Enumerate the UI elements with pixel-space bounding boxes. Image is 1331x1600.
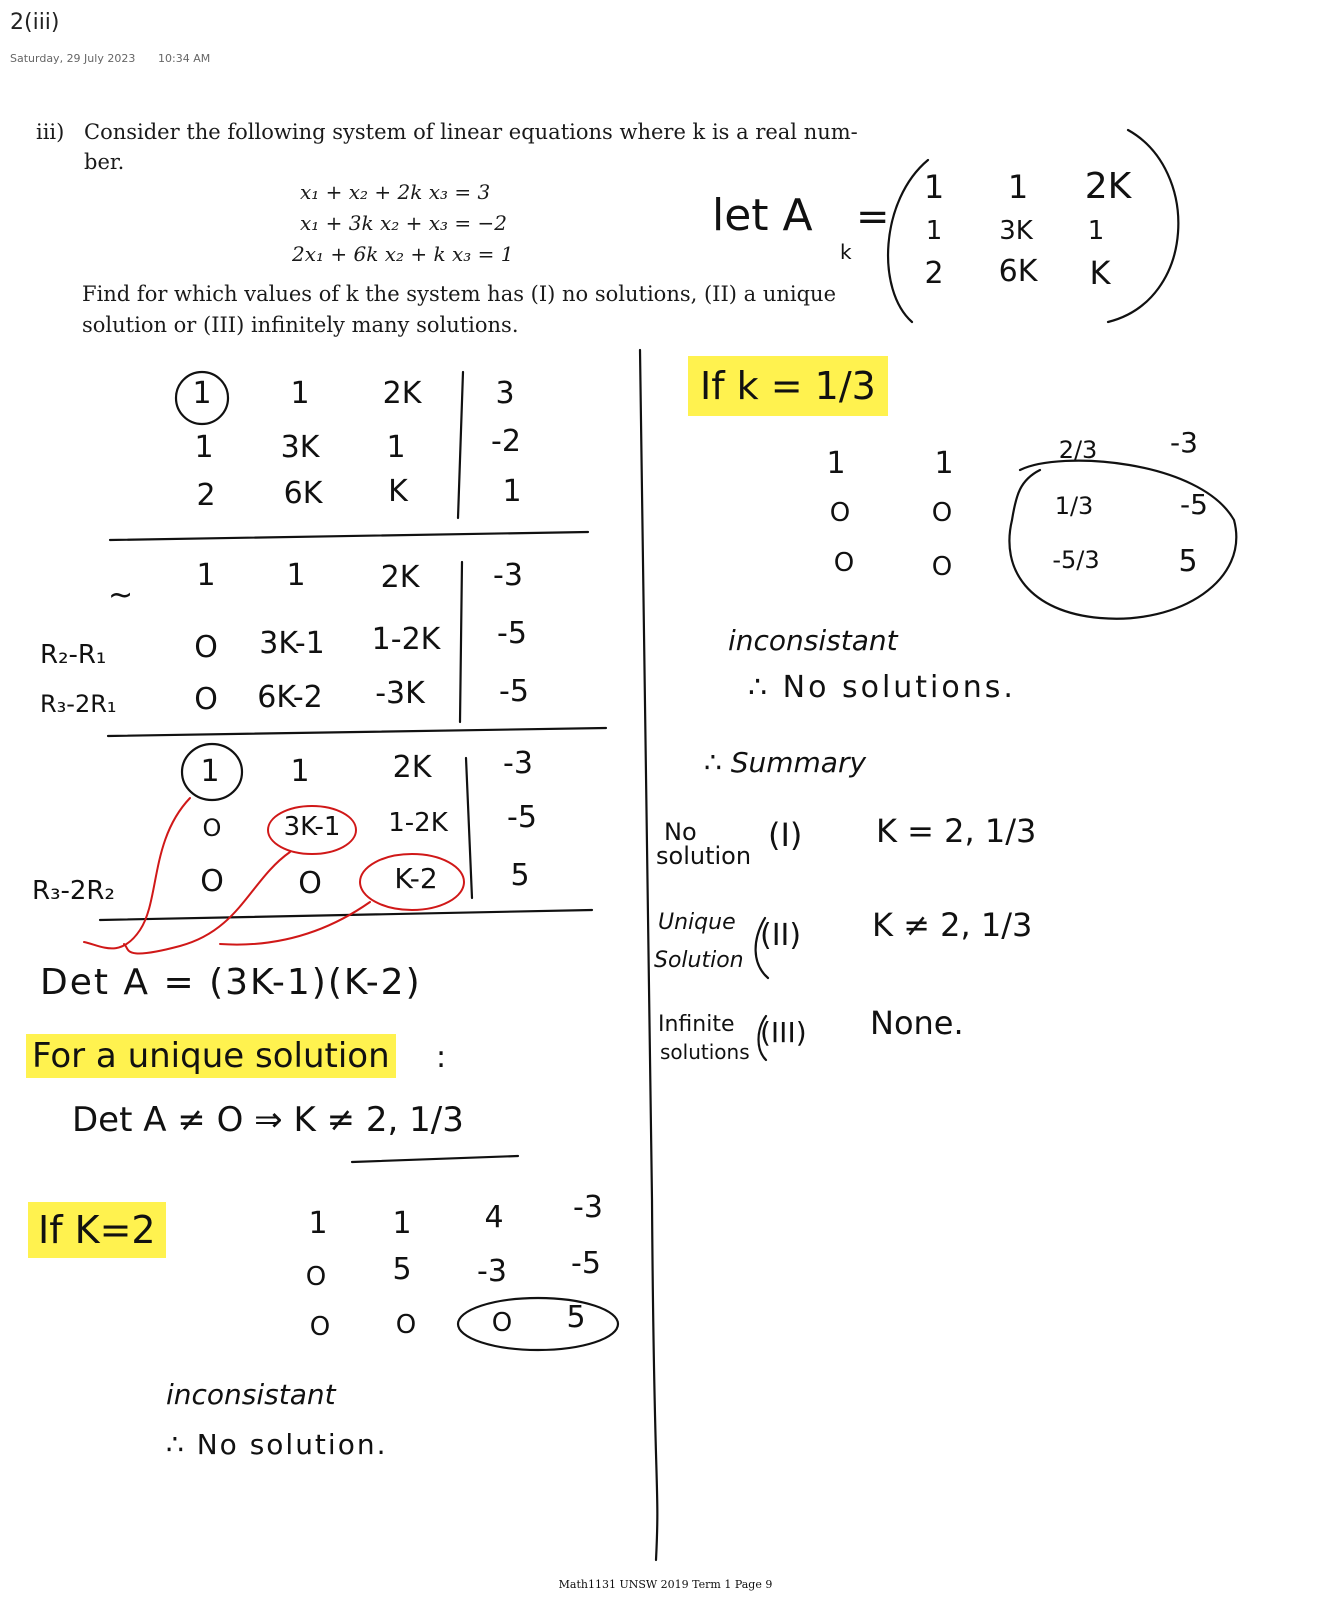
- aug1-cell: 2K: [382, 376, 422, 411]
- let-a-cell: 1: [1007, 168, 1029, 206]
- red-connector: [84, 798, 190, 948]
- k2-cell: 4: [484, 1200, 504, 1235]
- k13-cell: O: [829, 498, 851, 528]
- k2-cell: O: [491, 1308, 513, 1338]
- let-a-cell: 1: [925, 216, 943, 246]
- separator-line: [100, 910, 592, 920]
- aug1-cell: 3: [495, 376, 515, 411]
- aug3-cell: 5: [510, 858, 530, 893]
- k13-cell: 1: [826, 446, 846, 481]
- inconsistent-block-circle: [1009, 461, 1236, 619]
- row-op-label: R₃-2R₂: [32, 876, 115, 906]
- k2-cell: 1: [308, 1206, 328, 1241]
- aug3-cell: 2K: [392, 750, 432, 785]
- summary-numeral: (I): [768, 816, 803, 854]
- unique-heading-colon: :: [436, 1040, 447, 1075]
- k2-cell: -5: [571, 1246, 601, 1281]
- aug3-cell: O: [202, 814, 222, 842]
- let-a-label: let A: [712, 190, 813, 241]
- let-a-equals: =: [856, 194, 890, 240]
- k13-cell: -3: [1170, 426, 1198, 459]
- diagonal-circle-red: [268, 806, 356, 854]
- summary-label-top: Unique: [658, 910, 736, 935]
- let-a-cell: 2K: [1084, 166, 1132, 207]
- page-date: Saturday, 29 July 2023: [10, 52, 136, 65]
- k13-cell: 2/3: [1058, 436, 1098, 464]
- red-connector: [220, 902, 370, 945]
- question-line-2: solution or (III) infinitely many solutions.: [82, 313, 519, 337]
- separator-line: [108, 728, 606, 736]
- row-op-label: R₂-R₁: [40, 640, 107, 670]
- aug3-cell: 3K-1: [283, 812, 341, 842]
- matrix-left-paren: [888, 160, 928, 322]
- page-title: 2(iii): [10, 10, 60, 35]
- aug3-cell: -5: [507, 800, 537, 835]
- aug1-cell: 1: [502, 474, 522, 509]
- aug2-cell: O: [194, 682, 218, 717]
- k2-cell: 1: [392, 1206, 412, 1241]
- k13-cell: O: [931, 498, 953, 528]
- aug2-cell: 2K: [380, 560, 420, 595]
- aug1-cell: 6K: [283, 476, 323, 511]
- aug2-cell: -5: [499, 674, 529, 709]
- k2-cell: -3: [573, 1190, 603, 1225]
- case-k2-heading: If K=2: [28, 1202, 166, 1258]
- summary-label-top: Infinite: [658, 1012, 735, 1037]
- unique-implication: Det A ≠ O ⇒ K ≠ 2, 1/3: [72, 1100, 464, 1140]
- augment-bar: [458, 372, 463, 518]
- k13-cell: O: [833, 548, 855, 578]
- inconsistent-row-circle: [458, 1298, 618, 1350]
- aug3-cell: -3: [503, 746, 533, 781]
- let-a-subscript: k: [840, 240, 852, 264]
- aug1-cell: 1: [386, 430, 406, 465]
- underline: [352, 1156, 518, 1162]
- k2-cell: -3: [477, 1254, 507, 1289]
- k13-cell: 1/3: [1054, 492, 1094, 520]
- summary-result: K = 2, 1/3: [876, 812, 1037, 850]
- red-connector: [124, 852, 290, 953]
- aug1-cell: K: [388, 474, 408, 509]
- problem-label: iii): [36, 120, 65, 144]
- aug3-cell: K-2: [394, 862, 438, 895]
- aug1-cell: 1: [290, 376, 310, 411]
- pivot-circle: [182, 744, 242, 800]
- augment-bar: [466, 758, 472, 898]
- summary-paren: [759, 1016, 767, 1060]
- aug2-cell: -3K: [375, 676, 425, 711]
- equation-1: x₁ + x₂ + 2k x₃ = 3: [300, 180, 491, 204]
- determinant-line: Det A = (3K-1)(K-2): [40, 962, 422, 1003]
- let-a-cell: 1: [923, 168, 945, 206]
- summary-label-top: No: [664, 818, 697, 846]
- case-k13-note: inconsistant: [728, 624, 898, 657]
- aug1-cell: 2: [196, 478, 216, 513]
- row-op-label: R₃-2R₁: [40, 690, 117, 718]
- pivot-circle: [176, 372, 228, 424]
- k2-cell: 5: [566, 1300, 586, 1335]
- augment-bar: [460, 562, 462, 722]
- page-footer: Math1131 UNSW 2019 Term 1 Page 9: [558, 1578, 773, 1591]
- aug2-cell: -3: [493, 558, 523, 593]
- aug2-cell: 1-2K: [371, 622, 441, 657]
- case-k13-conclusion: ∴ No solutions.: [748, 670, 1016, 705]
- case-k2-note: inconsistant: [166, 1378, 336, 1411]
- aug3-cell: O: [298, 866, 322, 901]
- summary-label-bottom: solutions: [660, 1040, 750, 1064]
- aug2-cell: 3K-1: [259, 626, 325, 661]
- let-a-cell: 3K: [999, 216, 1033, 246]
- k13-cell: 1: [934, 446, 954, 481]
- aug2-cell: O: [194, 630, 218, 665]
- summary-heading: ∴ Summary: [704, 746, 867, 779]
- problem-line-1: Consider the following system of linear equations where k is a real num-: [84, 120, 858, 144]
- summary-result: None.: [870, 1004, 964, 1042]
- summary-paren: [756, 918, 768, 978]
- unique-heading: For a unique solution: [26, 1034, 396, 1078]
- summary-result: K ≠ 2, 1/3: [872, 906, 1033, 944]
- aug1-cell: 3K: [280, 430, 320, 465]
- matrix-right-paren: [1108, 130, 1178, 322]
- let-a-cell: 1: [1087, 216, 1105, 246]
- aug2-cell: 6K-2: [257, 680, 323, 715]
- summary-label-bottom: solution: [656, 842, 752, 870]
- aug2-cell: -5: [497, 616, 527, 651]
- aug3-cell: 1: [200, 754, 220, 789]
- k13-cell: 5: [1178, 544, 1198, 579]
- let-a-cell: K: [1089, 254, 1111, 292]
- column-divider: [640, 350, 657, 1560]
- aug1-cell: -2: [491, 424, 521, 459]
- k2-cell: O: [395, 1310, 417, 1340]
- aug3-cell: 1: [290, 754, 310, 789]
- case-k13-heading: If k = 1/3: [688, 356, 888, 416]
- question-line-1: Find for which values of k the system has (I) no solutions, (II) a unique: [82, 282, 836, 306]
- row-equivalent-tilde: ~: [108, 578, 134, 613]
- summary-label-bottom: Solution: [654, 948, 744, 973]
- k2-cell: 5: [392, 1252, 412, 1287]
- let-a-cell: 2: [924, 256, 944, 291]
- equation-2: x₁ + 3k x₂ + x₃ = −2: [300, 211, 507, 235]
- aug3-cell: 1-2K: [388, 808, 448, 838]
- equation-3: 2x₁ + 6k x₂ + k x₃ = 1: [292, 242, 514, 266]
- k13-cell: -5/3: [1052, 546, 1100, 574]
- problem-line-2: ber.: [84, 150, 125, 174]
- diagonal-circle-red: [360, 854, 464, 910]
- aug3-cell: O: [200, 864, 224, 899]
- case-k2-conclusion: ∴ No solution.: [166, 1428, 388, 1461]
- k13-cell: -5: [1180, 488, 1208, 521]
- k2-cell: O: [309, 1312, 331, 1342]
- aug1-cell: 1: [194, 430, 214, 465]
- aug2-cell: 1: [286, 558, 306, 593]
- summary-numeral: (III): [760, 1016, 807, 1049]
- summary-numeral: (II): [760, 918, 802, 953]
- let-a-cell: 6K: [998, 254, 1038, 289]
- separator-line: [110, 532, 588, 540]
- aug1-cell: 1: [192, 376, 212, 411]
- aug2-cell: 1: [196, 558, 216, 593]
- page-time: 10:34 AM: [158, 52, 211, 65]
- k13-cell: O: [931, 552, 953, 582]
- k2-cell: O: [305, 1262, 327, 1292]
